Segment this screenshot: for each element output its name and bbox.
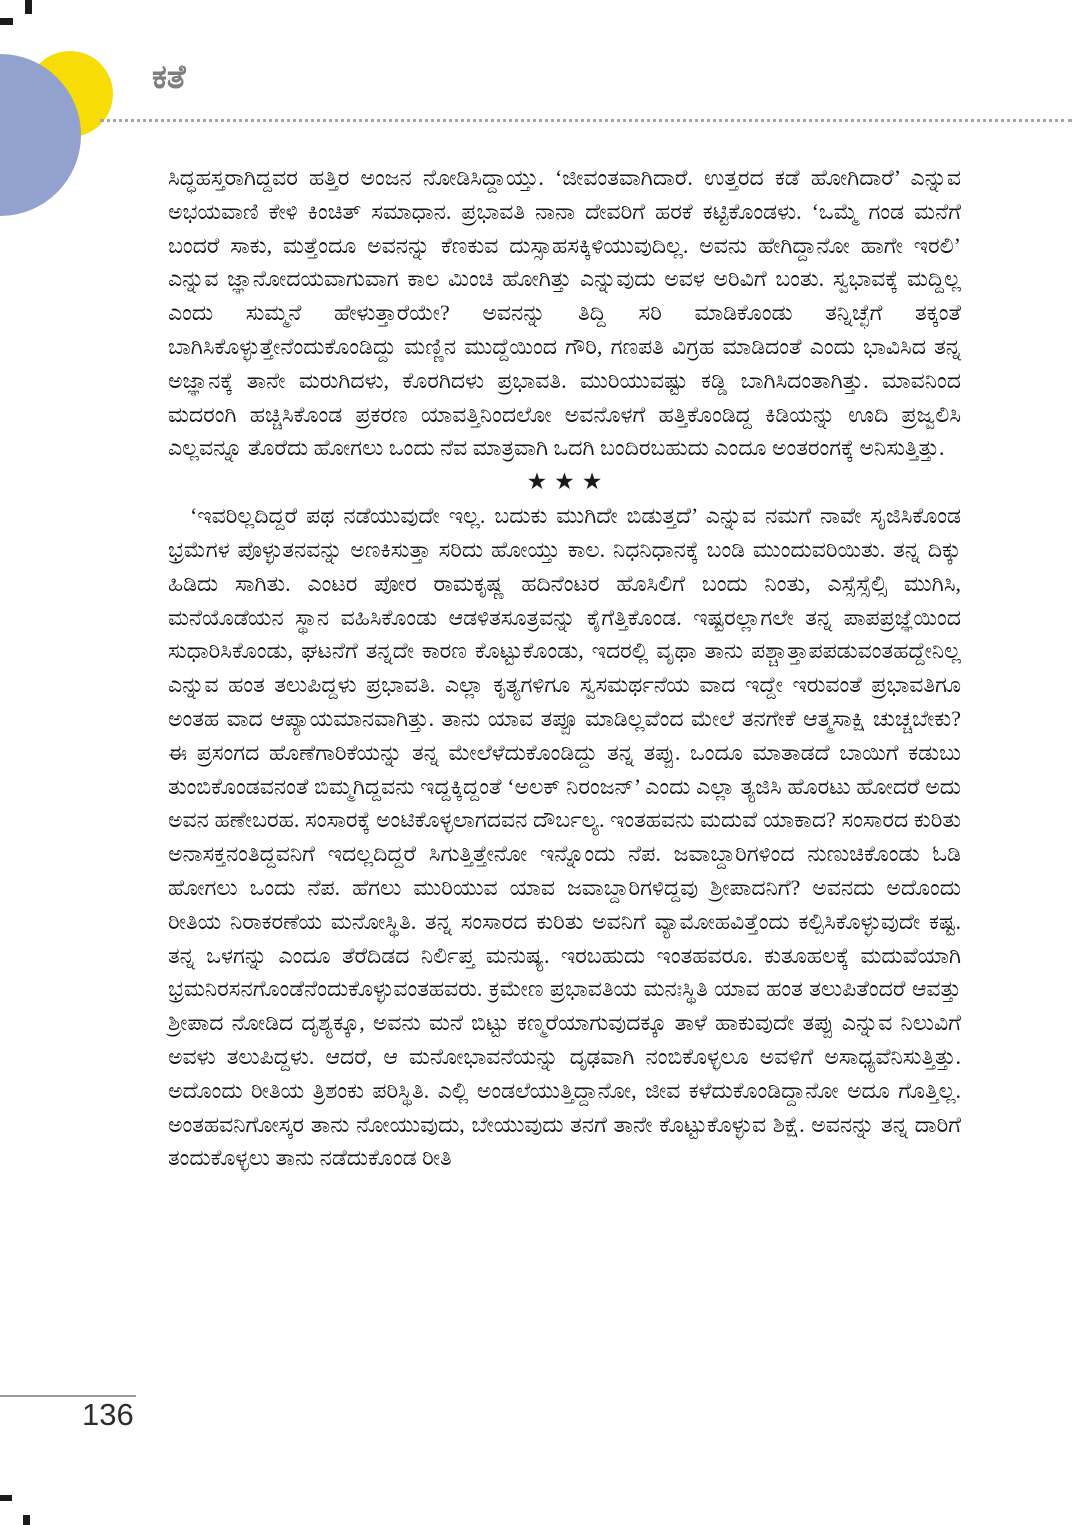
story-text-block	[168, 161, 961, 1175]
crop-mark-top-vertical	[25, 0, 32, 14]
chapter-heading: ಕತೆ	[152, 58, 186, 95]
paragraph-2: ‘ಇವರಿಲ್ಲದಿದ್ದರೆ ಪಥ ನಡೆಯುವುದೇ ಇಲ್ಲ. ಬದುಕು ಮುಗಿದೇ ಬಿಡುತ್ತದೆ’ ಎನ್ನುವ ನಮಗೆ ನಾವೇ ಸೃಜಿಸಿಕೊಂಡ ಭ್ರಮೆಗಳ ಪೊಳ್ಳುತನವನ್ನು ಅಣಕಿಸುತ್ತಾ ಸರಿದು ಹೋಯ್ತು ಕಾಲ. ನಿಧನಿಧಾನಕ್ಕೆ ಬಂಡಿ ಮುಂದುವರಿಯಿತು. ತನ್ನ ದಿಕ್ಕು ಹಿಡಿದು ಸಾಗಿತು. ಎಂಟರ ಪೋರ ರಾಮಕೃಷ್ಣ ಹದಿನೆಂಟರ ಹೊಸಿಲಿಗೆ ಬಂದು ನಿಂತು, ಎಸ್ಸೆಸ್ಸೆಲ್ಸಿ ಮುಗಿಸಿ, ಮನೆಯೊಡೆಯನ ಸ್ಥಾನ ವಹಿಸಿಕೊಂಡು ಆಡಳಿತಸೂತ್ರವನ್ನು ಕೈಗೆತ್ತಿಕೊಂಡ. ಇಷ್ಟರಲ್ಲಾಗಲೇ ತನ್ನ ಪಾಪಪ್ರಜ್ಞೆಯಿಂದ ಸುಧಾರಿಸಿಕೊಂಡು, ಘಟನೆಗೆ ತನ್ನದೇ ಕಾರಣ ಕೊಟ್ಟುಕೊಂಡು, ಇದರಲ್ಲಿ ವೃಥಾ ತಾನು ಪಶ್ಚಾತ್ತಾಪಪಡುವಂತಹದ್ದೇನಿಲ್ಲ ಎನ್ನುವ ಹಂತ ತಲುಪಿದ್ದಳು ಪ್ರಭಾವತಿ. ಎಲ್ಲಾ ಕೃತ್ಯಗಳಿಗೂ ಸ್ವಸಮರ್ಥನೆಯ ವಾದ ಇದ್ದೇ ಇರುವಂತೆ ಪ್ರಭಾವತಿಗೂ ಅಂತಹ ವಾದ ಆಪ್ಯಾಯಮಾನವಾಗಿತ್ತು. ತಾನು ಯಾವ ತಪ್ಪೂ ಮಾಡಿಲ್ಲವೆಂದ ಮೇಲೆ ತನಗೇಕೆ ಆತ್ಮಸಾಕ್ಷಿ ಚುಚ್ಚಬೇಕು? ಈ ಪ್ರಸಂಗದ ಹೊಣೆಗಾರಿಕೆಯನ್ನು ತನ್ನ ಮೇಲೆಳೆದುಕೊಂಡಿದ್ದು ತನ್ನ ತಪ್ಪು. ಒಂದೂ ಮಾತಾಡದೆ ಬಾಯಿಗೆ ಕಡುಬು ತುಂಬಿಕೊಂಡವನಂತೆ ಬಿಮ್ಮಗಿದ್ದವನು ಇದ್ದಕ್ಕಿದ್ದಂತೆ ‘ಅಲಕ್ ನಿರಂಜನ್’ ಎಂದು ಎಲ್ಲಾ ತ್ಯಜಿಸಿ ಹೊರಟು ಹೋದರೆ ಅದು ಅವನ ಹಣೇಬರಹ. ಸಂಸಾರಕ್ಕೆ ಅಂಟಿಕೊಳ್ಳಲಾಗದವನ ದೌರ್ಬಲ್ಯ. ಇಂತಹವನು ಮದುವೆ ಯಾಕಾದ? ಸಂಸಾರದ ಕುರಿತು ಅನಾಸಕ್ತನಂತಿದ್ದವನಿಗೆ ಇದಲ್ಲದಿದ್ದರೆ ಸಿಗುತ್ತಿತ್ತೇನೋ ಇನ್ನೊಂದು ನೆಪ. ಜವಾಬ್ದಾರಿಗಳಿಂದ ನುಣುಚಿಕೊಂಡು ಓಡಿ ಹೋಗಲು ಒಂದು ನೆಪ. ಹೆಗಲು ಮುರಿಯುವ ಯಾವ ಜವಾಬ್ದಾರಿಗಳಿದ್ದವು ಶ್ರೀಪಾದನಿಗೆ? ಅವನದು ಅದೊಂದು ರೀತಿಯ ನಿರಾಕರಣೆಯ ಮನೋಸ್ಥಿತಿ. ತನ್ನ ಸಂಸಾರದ ಕುರಿತು ಅವನಿಗೆ ವ್ಯಾಮೋಹವಿತ್ತೆಂದು ಕಲ್ಪಿಸಿಕೊಳ್ಳುವುದೇ ಕಷ್ಟ. ತನ್ನ ಒಳಗನ್ನು ಎಂದೂ ತೆರೆದಿಡದ ನಿರ್ಲಿಪ್ತ ಮನುಷ್ಯ. ಇರಬಹುದು ಇಂತಹವರೂ. ಕುತೂಹಲಕ್ಕೆ ಮದುವೆಯಾಗಿ ಭ್ರಮನಿರಸನಗೊಂಡೆನೆಂದುಕೊಳ್ಳುವಂತಹವರು. ಕ್ರಮೇಣ ಪ್ರಭಾವತಿಯ ಮನಃಸ್ಥಿತಿ ಯಾವ ಹಂತ ತಲುಪಿತೆಂದರೆ ಆವತ್ತು ಶ್ರೀಪಾದ ನೋಡಿದ ದೃಶ್ಯಕ್ಕೂ, ಅವನು ಮನೆ ಬಿಟ್ಟು ಕಣ್ಮರೆಯಾಗುವುದಕ್ಕೂ ತಾಳೆ ಹಾಕುವುದೇ ತಪ್ಪು ಎನ್ನುವ ನಿಲುವಿಗೆ ಅವಳು ತಲುಪಿದ್ದಳು. ಆದರೆ, ಆ ಮನೋಭಾವನೆಯನ್ನು ದೃಢವಾಗಿ ನಂಬಿಕೊಳ್ಳಲೂ ಅವಳಿಗೆ ಅಸಾಧ್ಯವೆನಿಸುತ್ತಿತ್ತು. ಅದೊಂದು ರೀತಿಯ ತ್ರಿಶಂಕು ಪರಿಸ್ಥಿತಿ. ಎಲ್ಲಿ ಅಂಡಲೆಯುತ್ತಿದ್ದಾನೋ, ಜೀವ ಕಳೆದುಕೊಂಡಿದ್ದಾನೋ ಅದೂ ಗೊತ್ತಿಲ್ಲ. ಅಂತಹವನಿಗೋಸ್ಕರ ತಾನು ನೋಯುವುದು, ಬೇಯುವುದು ತನಗೆ ತಾನೇ ಕೊಟ್ಟುಕೊಳ್ಳುವ ಶಿಕ್ಷೆ. ಅವನನ್ನು ತನ್ನ ದಾರಿಗೆ ತಂದುಕೊಳ್ಳಲು ತಾನು ನಡೆದುಕೊಂಡ ರೀತಿ	[168, 503, 961, 1171]
dotted-rule	[100, 119, 1072, 122]
crop-mark-bottom-vertical	[23, 1515, 30, 1525]
crop-mark-top-horizontal	[0, 18, 13, 25]
crop-mark-bottom-horizontal	[0, 1495, 12, 1501]
page-number: 136	[82, 1397, 134, 1432]
star-separator: ★★★	[526, 469, 610, 495]
paragraph-1: ಸಿದ್ಧಹಸ್ತರಾಗಿದ್ದವರ ಹತ್ತಿರ ಅಂಜನ ನೋಡಿಸಿದ್ದಾಯ್ತು. ‘ಜೀವಂತವಾಗಿದಾರೆ. ಉತ್ತರದ ಕಡೆ ಹೋಗಿದಾರೆ’ ಎನ್ನುವ ಅಭಯವಾಣಿ ಕೇಳಿ ಕಿಂಚಿತ್ ಸಮಾಧಾನ. ಪ್ರಭಾವತಿ ನಾನಾ ದೇವರಿಗೆ ಹರಕೆ ಕಟ್ಟಿಕೊಂಡಳು. ‘ಒಮ್ಮೆ ಗಂಡ ಮನೆಗೆ ಬಂದರೆ ಸಾಕು, ಮತ್ತೆಂದೂ ಅವನನ್ನು ಕೆಣಕುವ ದುಸ್ಸಾಹಸಕ್ಕಿಳಿಯುವುದಿಲ್ಲ. ಅವನು ಹೇಗಿದ್ದಾನೋ ಹಾಗೇ ಇರಲಿ’ ಎನ್ನುವ ಜ್ಞಾನೋದಯವಾಗುವಾಗ ಕಾಲ ಮಿಂಚಿ ಹೋಗಿತ್ತು ಎನ್ನುವುದು ಅವಳ ಅರಿವಿಗೆ ಬಂತು. ಸ್ವಭಾವಕ್ಕೆ ಮದ್ದಿಲ್ಲ ಎಂದು ಸುಮ್ಮನೆ ಹೇಳುತ್ತಾರೆಯೇ? ಅವನನ್ನು ತಿದ್ದಿ ಸರಿ ಮಾಡಿಕೊಂಡು ತನ್ನಿಚ್ಛೆಗೆ ತಕ್ಕಂತೆ ಬಾಗಿಸಿಕೊಳ್ಳುತ್ತೇನೆಂದುಕೊಂಡಿದ್ದು ಮಣ್ಣಿನ ಮುದ್ದೆಯಿಂದ ಗೌರಿ, ಗಣಪತಿ ವಿಗ್ರಹ ಮಾಡಿದಂತೆ ಎಂದು ಭಾವಿಸಿದ ತನ್ನ ಅಜ್ಞಾನಕ್ಕೆ ತಾನೇ ಮರುಗಿದಳು, ಕೊರಗಿದಳು ಪ್ರಭಾವತಿ. ಮುರಿಯುವಷ್ಟು ಕಡ್ಡಿ ಬಾಗಿಸಿದಂತಾಗಿತ್ತು. ಮಾವನಿಂದ ಮದರಂಗಿ ಹಚ್ಚಿಸಿಕೊಂಡ ಪ್ರಕರಣ ಯಾವತ್ತಿನಿಂದಲೋ ಅವನೊಳಗೆ ಹತ್ತಿಕೊಂಡಿದ್ದ ಕಿಡಿಯನ್ನು ಊದಿ ಪ್ರಜ್ವಲಿಸಿ ಎಲ್ಲವನ್ನೂ ತೊರೆದು ಹೋಗಲು ಒಂದು ನೆವ ಮಾತ್ರವಾಗಿ ಒದಗಿ ಬಂದಿರಬಹುದು ಎಂದೂ ಅಂತರಂಗಕ್ಕೆ ಅನಿಸುತ್ತಿತ್ತು.	[168, 165, 961, 461]
